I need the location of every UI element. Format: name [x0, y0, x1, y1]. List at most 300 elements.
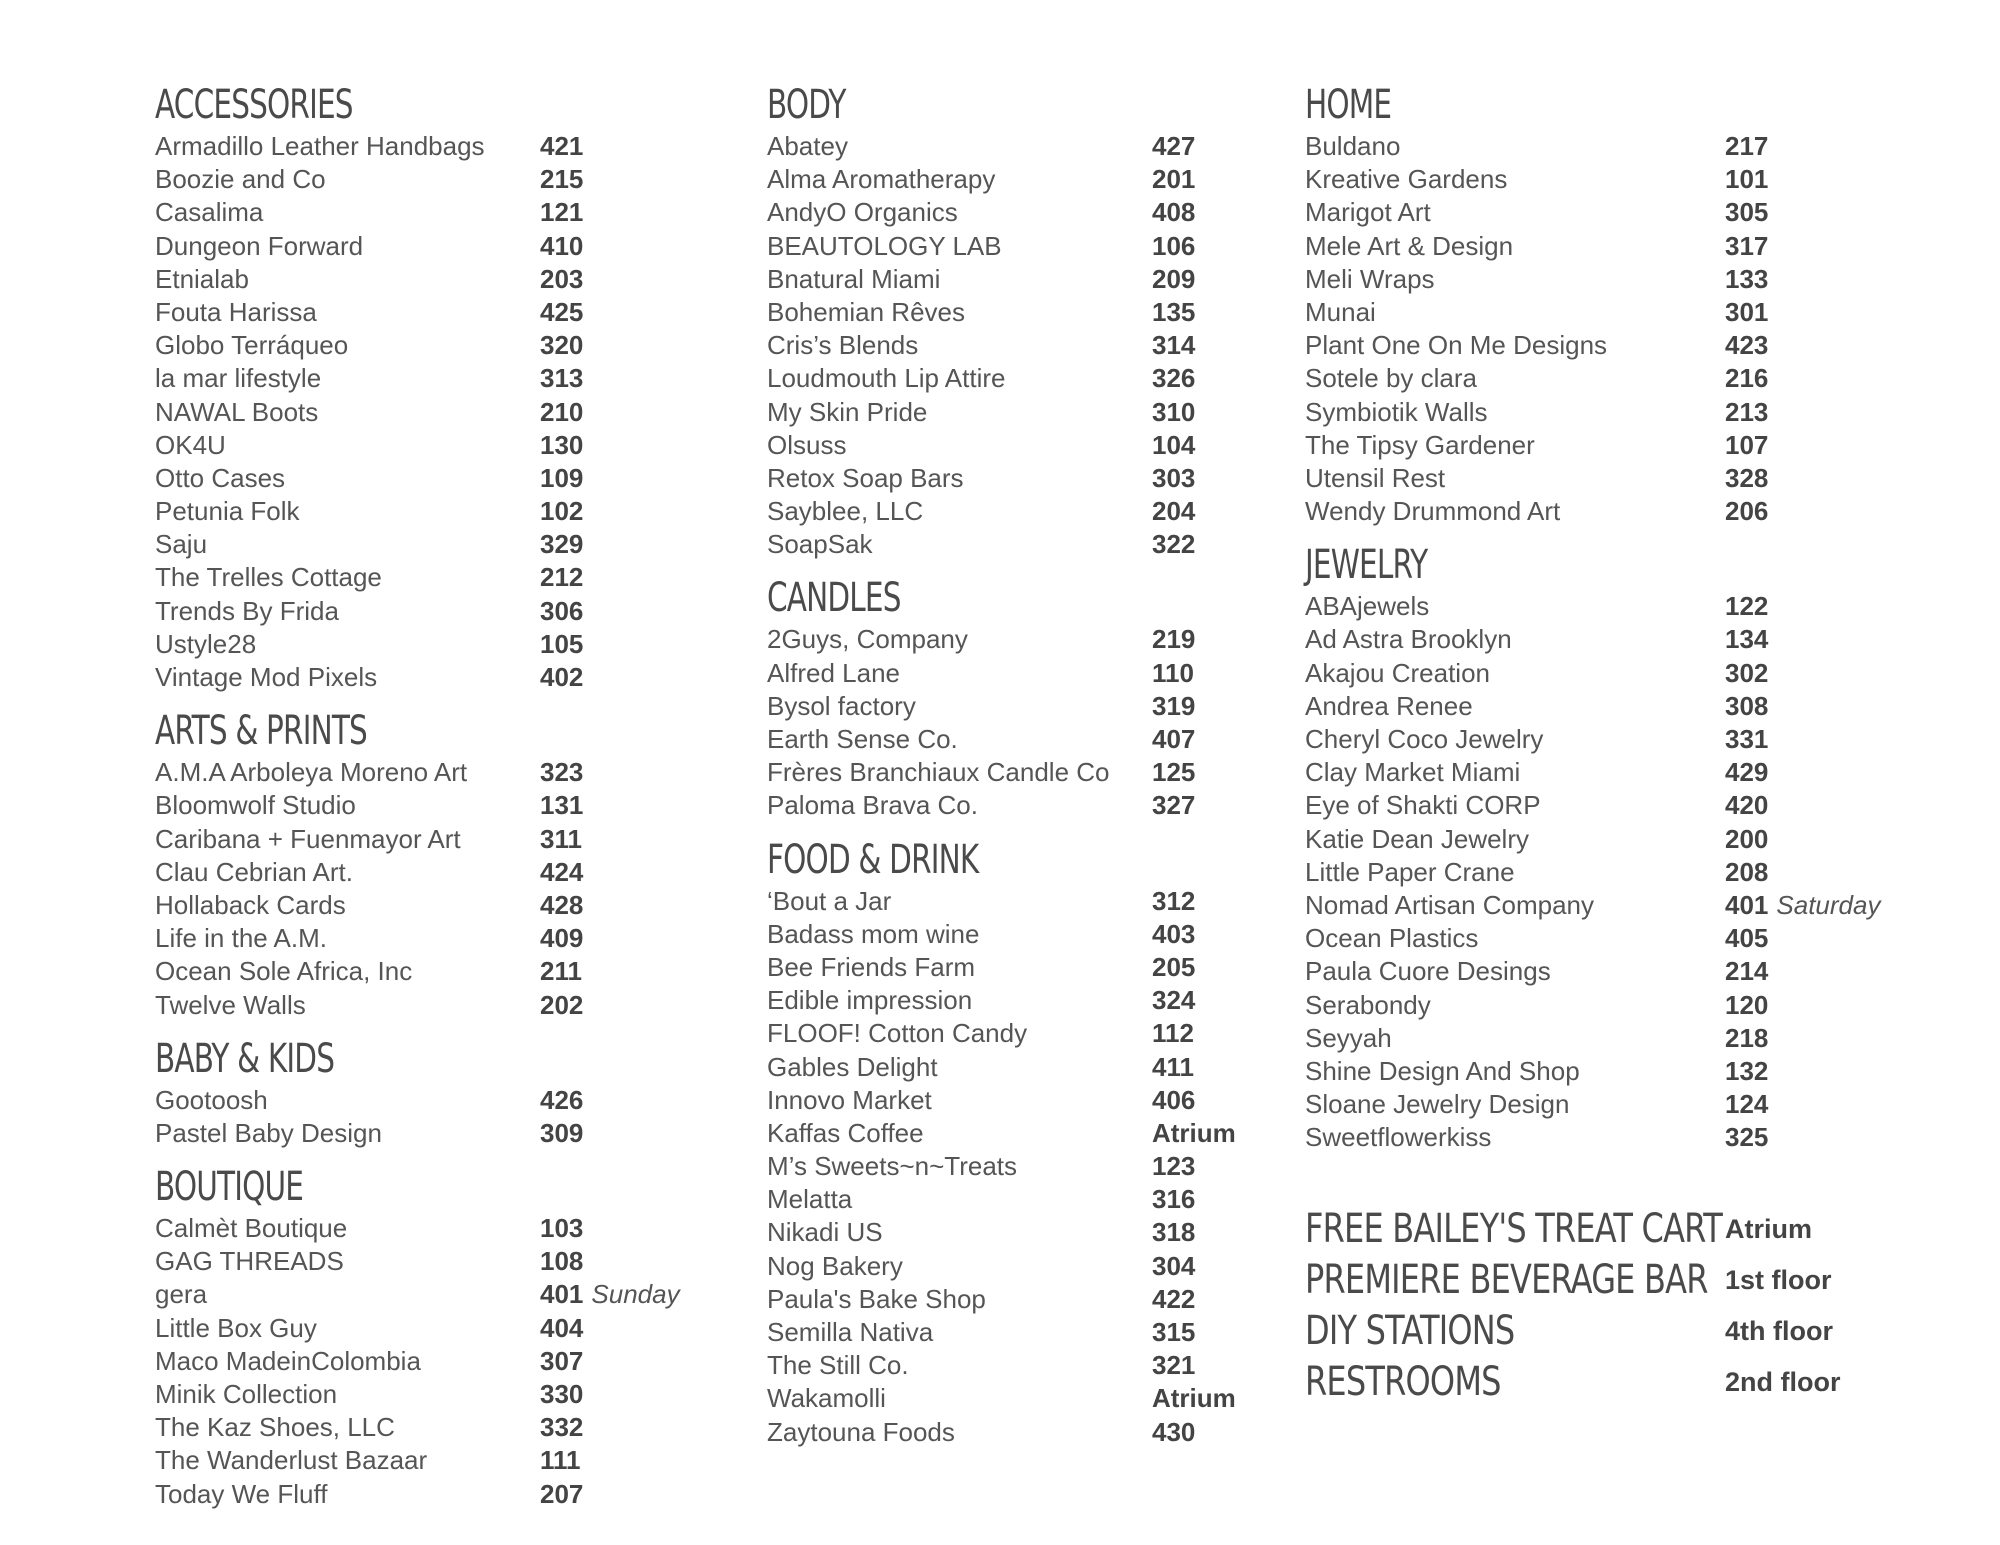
- vendor-name: ‘Bout a Jar: [767, 885, 892, 916]
- vendor-name: Seyyah: [1305, 1022, 1392, 1053]
- booth-number: [1152, 528, 1195, 561]
- booth-value: 430: [1152, 1416, 1196, 1447]
- vendor-row: [155, 1245, 715, 1278]
- vendor-name: Abatey: [767, 131, 848, 161]
- booth-value: 112: [1152, 1018, 1194, 1049]
- booth-value: 401: [540, 1279, 584, 1310]
- booth-number: [1152, 362, 1195, 395]
- booth-value: 409: [540, 923, 584, 954]
- booth-number: [1725, 296, 1768, 329]
- booth-number: [1725, 623, 1768, 656]
- vendor-row: [1305, 1022, 1945, 1055]
- vendor-name: Ocean Sole Africa, Inc: [155, 956, 413, 987]
- section-title: BODY: [767, 82, 846, 128]
- amenity-row: [1305, 1255, 1945, 1306]
- booth-number: [540, 1411, 583, 1444]
- vendor-row: [155, 163, 715, 196]
- booth-value: 321: [1152, 1350, 1196, 1381]
- vendor-name: Paula Cuore Desings: [1305, 956, 1551, 987]
- booth-value: 314: [1152, 330, 1196, 361]
- booth-number: [1725, 163, 1768, 196]
- vendor-name: Sweetflowerkiss: [1305, 1122, 1492, 1153]
- vendor-row: [767, 623, 1287, 656]
- vendor-row: [767, 1084, 1287, 1117]
- booth-number: [1725, 922, 1768, 955]
- booth-number: [1152, 623, 1195, 656]
- booth-value: 307: [540, 1345, 584, 1376]
- booth-value: 325: [1725, 1122, 1769, 1153]
- vendor-row: [1305, 955, 1945, 988]
- vendor-row: [767, 1183, 1287, 1216]
- booth-value: 403: [1152, 918, 1196, 949]
- section-arts-prints: [155, 708, 715, 1022]
- booth-value: 401: [1725, 889, 1769, 920]
- vendor-row: [767, 263, 1287, 296]
- booth-number: [1725, 362, 1768, 395]
- vendor-row: [155, 1212, 715, 1245]
- amenity-location: Atrium: [1725, 1214, 1812, 1245]
- booth-value: 219: [1152, 624, 1196, 655]
- booth-number: [1725, 789, 1768, 822]
- booth-value: 107: [1725, 429, 1769, 460]
- booth-number: [540, 296, 583, 329]
- vendor-row: [1305, 590, 1945, 623]
- vendor-name: Alfred Lane: [767, 657, 900, 688]
- booth-number: [540, 1278, 680, 1311]
- booth-number: [540, 495, 583, 528]
- vendor-row: [767, 690, 1287, 723]
- section-host: [1305, 82, 1945, 1154]
- vendor-name: The Wanderlust Bazaar: [155, 1445, 428, 1476]
- booth-number: [540, 130, 583, 163]
- vendor-name: Little Box Guy: [155, 1312, 317, 1343]
- vendor-name: Katie Dean Jewelry: [1305, 823, 1529, 854]
- section-title: ARTS & PRINTS: [155, 708, 367, 755]
- booth-number: [1152, 984, 1195, 1017]
- booth-number: [1152, 329, 1195, 362]
- booth-number: [1152, 1084, 1195, 1117]
- booth-number: [1152, 885, 1195, 918]
- vendor-row: [767, 918, 1287, 951]
- vendor-row: [767, 1216, 1287, 1249]
- booth-number: [540, 789, 583, 822]
- vendor-row: [155, 1117, 715, 1150]
- booth-value: 408: [1152, 197, 1196, 228]
- vendor-row: [1305, 856, 1945, 889]
- vendor-row: [767, 296, 1287, 329]
- booth-value: 208: [1725, 856, 1769, 887]
- booth-value: 217: [1725, 131, 1769, 161]
- vendor-name: Vintage Mod Pixels: [155, 662, 378, 692]
- booth-number: [1152, 1349, 1195, 1382]
- vendor-name: Nikadi US: [767, 1217, 883, 1248]
- vendor-name: Hollaback Cards: [155, 889, 346, 920]
- vendor-name: Etnialab: [155, 263, 249, 294]
- amenity-row: [1305, 1204, 1945, 1255]
- vendor-row: [155, 296, 715, 329]
- vendor-row: [1305, 756, 1945, 789]
- booth-number: [1725, 723, 1768, 756]
- booth-number: [1152, 1017, 1194, 1050]
- vendor-row: [767, 429, 1287, 462]
- day-note: Sunday: [591, 1279, 680, 1310]
- booth-number: [1152, 163, 1195, 196]
- booth-number: [1152, 130, 1195, 163]
- vendor-name: Bohemian Rêves: [767, 296, 965, 327]
- booth-number: [1725, 590, 1768, 623]
- booth-number: [540, 230, 583, 263]
- vendor-name: la mar lifestyle: [155, 363, 322, 394]
- booth-value: 133: [1725, 263, 1769, 294]
- vendor-name: Wendy Drummond Art: [1305, 496, 1561, 527]
- vendor-name: Utensil Rest: [1305, 462, 1446, 493]
- booth-number: [540, 955, 582, 988]
- vendor-name: Maco MadeinColombia: [155, 1345, 421, 1376]
- booth-value: 309: [540, 1117, 584, 1148]
- booth-value: 407: [1152, 724, 1196, 754]
- vendor-row: [1305, 823, 1945, 856]
- amenity-label: RESTROOMS: [1305, 1359, 1501, 1406]
- booth-number: [1152, 789, 1195, 822]
- vendor-row: [767, 528, 1287, 561]
- booth-value: 214: [1725, 956, 1769, 987]
- vendor-row: [1305, 429, 1945, 462]
- booth-value: 328: [1725, 462, 1769, 493]
- vendor-row: [1305, 1055, 1945, 1088]
- booth-number: [1152, 657, 1194, 690]
- amenity-row: [1305, 1306, 1945, 1357]
- vendor-row: [155, 856, 715, 889]
- booth-value: 132: [1725, 1055, 1769, 1086]
- booth-number: [1152, 1117, 1236, 1150]
- vendor-row: [1305, 723, 1945, 756]
- booth-value: 134: [1725, 624, 1769, 655]
- vendor-name: Casalima: [155, 197, 264, 228]
- booth-value: 404: [540, 1312, 584, 1343]
- vendor-row: [155, 495, 715, 528]
- vendor-name: ABAjewels: [1305, 591, 1430, 622]
- booth-number: [1725, 955, 1768, 988]
- booth-number: [1725, 329, 1768, 362]
- vendor-name: Loudmouth Lip Attire: [767, 363, 1006, 394]
- booth-value: 210: [540, 396, 584, 427]
- vendor-row: [1305, 922, 1945, 955]
- vendor-name: Serabondy: [1305, 989, 1431, 1020]
- booth-value: 329: [540, 529, 584, 560]
- booth-number: [1725, 989, 1768, 1022]
- booth-value: 405: [1725, 923, 1769, 954]
- booth-number: [540, 528, 583, 561]
- vendor-row: [155, 922, 715, 955]
- vendor-row: [1305, 495, 1945, 528]
- column-right: [1305, 82, 1945, 1408]
- booth-value: 204: [1152, 496, 1196, 527]
- amenity-location: 2nd floor: [1725, 1367, 1841, 1398]
- vendor-row: [1305, 163, 1945, 196]
- section-title: BOUTIQUE: [155, 1164, 304, 1211]
- vendor-row: [767, 1416, 1287, 1449]
- booth-number: [1725, 856, 1768, 889]
- booth-value: 327: [1152, 790, 1196, 821]
- booth-number: [540, 1245, 583, 1278]
- amenity-label: DIY STATIONS: [1305, 1308, 1515, 1355]
- booth-value: Atrium: [1152, 1383, 1236, 1414]
- vendor-row: [1305, 130, 1945, 163]
- booth-number: [1725, 690, 1768, 723]
- booth-number: [540, 595, 583, 628]
- vendor-row: [155, 329, 715, 362]
- vendor-row: [155, 1312, 715, 1345]
- vendor-name: Kreative Gardens: [1305, 164, 1508, 195]
- booth-number: [1152, 263, 1195, 296]
- section-title: BABY & KIDS: [155, 1035, 335, 1082]
- booth-value: 105: [540, 628, 584, 659]
- booth-number: [1725, 196, 1768, 229]
- vendor-name: Frères Branchiaux Candle Co: [767, 757, 1110, 788]
- vendor-name: Sotele by clara: [1305, 363, 1477, 394]
- section-accessories: [155, 82, 715, 694]
- vendor-row: [1305, 789, 1945, 822]
- booth-value: 324: [1152, 985, 1196, 1016]
- vendor-row: [767, 1250, 1287, 1283]
- section-title: JEWELRY: [1305, 542, 1428, 589]
- booth-number: [540, 329, 583, 362]
- vendor-row: [155, 628, 715, 661]
- vendor-name: Boozie and Co: [155, 164, 326, 195]
- vendor-name: Paloma Brava Co.: [767, 790, 978, 821]
- vendor-row: [155, 1444, 715, 1477]
- vendor-row: [1305, 196, 1945, 229]
- booth-value: 319: [1152, 690, 1196, 721]
- vendor-name: Bysol factory: [767, 690, 916, 721]
- vendor-name: GAG THREADS: [155, 1246, 344, 1277]
- vendor-name: Bloomwolf Studio: [155, 790, 356, 821]
- vendor-name: The Still Co.: [767, 1350, 909, 1381]
- vendor-name: Dungeon Forward: [155, 230, 364, 261]
- section-boutique: [155, 1164, 715, 1511]
- booth-value: 102: [540, 496, 584, 527]
- vendor-name: Petunia Folk: [155, 496, 300, 527]
- vendor-name: Alma Aromatherapy: [767, 164, 996, 195]
- vendor-name: Cris’s Blends: [767, 330, 919, 361]
- vendor-row: [155, 362, 715, 395]
- vendor-row: [767, 756, 1287, 789]
- booth-number: [1152, 495, 1195, 528]
- booth-number: [1152, 396, 1195, 429]
- booth-value: 203: [540, 263, 584, 294]
- booth-value: 124: [1725, 1089, 1769, 1120]
- amenity-location: 1st floor: [1725, 1265, 1832, 1296]
- vendor-row: [155, 889, 715, 922]
- booth-number: [1725, 263, 1768, 296]
- vendor-name: NAWAL Boots: [155, 396, 319, 427]
- vendor-row: [767, 1316, 1287, 1349]
- vendor-row: [155, 1478, 715, 1511]
- vendor-name: Pastel Baby Design: [155, 1117, 382, 1148]
- booth-value: 218: [1725, 1022, 1769, 1053]
- booth-number: [540, 989, 583, 1022]
- booth-value: 308: [1725, 690, 1769, 721]
- vendor-row: [767, 130, 1287, 163]
- vendor-name: 2Guys, Company: [767, 624, 968, 655]
- booth-number: [1725, 1022, 1768, 1055]
- vendor-name: OK4U: [155, 429, 226, 460]
- booth-value: 310: [1152, 396, 1196, 427]
- booth-number: [1152, 1283, 1195, 1316]
- vendor-name: Retox Soap Bars: [767, 462, 964, 493]
- section-title: HOME: [1305, 82, 1392, 128]
- booth-value: 303: [1152, 462, 1196, 493]
- booth-value: 332: [540, 1412, 584, 1443]
- vendor-row: [767, 362, 1287, 395]
- vendor-row: [155, 396, 715, 429]
- booth-number: [1152, 951, 1195, 984]
- section-food-drink: [767, 837, 1287, 1449]
- vendor-row: [1305, 263, 1945, 296]
- booth-number: [540, 1084, 583, 1117]
- vendor-row: [767, 230, 1287, 263]
- vendor-name: Saju: [155, 529, 208, 560]
- vendor-row: [767, 657, 1287, 690]
- vendor-row: [767, 723, 1287, 756]
- booth-number: [1725, 657, 1768, 690]
- booth-number: [540, 163, 583, 196]
- amenity-label: PREMIERE BEVERAGE BAR: [1305, 1257, 1708, 1304]
- vendor-name: Plant One On Me Designs: [1305, 330, 1608, 361]
- vendor-row: [1305, 462, 1945, 495]
- booth-value: 202: [540, 989, 584, 1020]
- booth-number: [1725, 396, 1768, 429]
- section-jewelry: [1305, 542, 1945, 1154]
- vendor-row: [1305, 989, 1945, 1022]
- section-baby-kids: [155, 1036, 715, 1150]
- booth-number: [540, 561, 583, 594]
- booth-number: [1152, 1051, 1194, 1084]
- booth-number: [1152, 723, 1195, 756]
- booth-value: 424: [540, 856, 584, 887]
- booth-value: 205: [1152, 951, 1196, 982]
- vendor-name: Otto Cases: [155, 462, 286, 493]
- vendor-name: Zaytouna Foods: [767, 1416, 955, 1447]
- booth-number: [1152, 1250, 1195, 1283]
- vendor-name: Little Paper Crane: [1305, 856, 1515, 887]
- booth-number: [1725, 1121, 1768, 1154]
- booth-number: [1152, 429, 1195, 462]
- vendor-row: [155, 595, 715, 628]
- booth-value: 201: [1152, 164, 1196, 195]
- vendor-name: FLOOF! Cotton Candy: [767, 1018, 1028, 1049]
- booth-value: 322: [1152, 529, 1196, 560]
- vendor-name: Calmèt Boutique: [155, 1213, 348, 1244]
- booth-value: 135: [1152, 296, 1196, 327]
- booth-value: 320: [540, 330, 584, 361]
- booth-value: 406: [1152, 1084, 1196, 1115]
- vendor-row: [155, 1411, 715, 1444]
- booth-number: [540, 1345, 583, 1378]
- vendor-name: BEAUTOLOGY LAB: [767, 230, 1002, 261]
- vendor-row: [155, 429, 715, 462]
- booth-value: 425: [540, 296, 584, 327]
- vendor-name: Fouta Harissa: [155, 296, 317, 327]
- booth-value: 427: [1152, 131, 1196, 161]
- vendor-row: [1305, 889, 1945, 922]
- vendor-name: M’s Sweets~n~Treats: [767, 1151, 1017, 1182]
- booth-number: [1725, 130, 1768, 163]
- section-home: [1305, 82, 1945, 528]
- booth-number: [1152, 1382, 1236, 1415]
- vendor-row: [1305, 690, 1945, 723]
- vendor-name: Twelve Walls: [155, 989, 306, 1020]
- booth-number: [1152, 230, 1195, 263]
- booth-number: [540, 362, 583, 395]
- vendor-name: Symbiotik Walls: [1305, 396, 1488, 427]
- vendor-row: [155, 1345, 715, 1378]
- vendor-row: [767, 329, 1287, 362]
- vendor-name: Badass mom wine: [767, 918, 980, 949]
- booth-number: [540, 429, 583, 462]
- booth-number: [540, 1478, 583, 1511]
- vendor-row: [155, 955, 715, 988]
- booth-value: 120: [1725, 989, 1769, 1020]
- booth-value: 304: [1152, 1250, 1196, 1281]
- booth-number: [540, 263, 583, 296]
- vendor-row: [767, 1349, 1287, 1382]
- vendor-row: [767, 984, 1287, 1017]
- vendor-row: [767, 1117, 1287, 1150]
- vendor-name: Marigot Art: [1305, 197, 1431, 228]
- vendor-name: Earth Sense Co.: [767, 724, 958, 754]
- booth-number: [1152, 1216, 1195, 1249]
- vendor-row: [155, 789, 715, 822]
- vendor-name: Cheryl Coco Jewelry: [1305, 724, 1544, 754]
- booth-number: [540, 889, 583, 922]
- booth-value: 315: [1152, 1317, 1196, 1347]
- booth-number: [1152, 196, 1195, 229]
- vendor-name: Paula's Bake Shop: [767, 1283, 986, 1314]
- vendor-row: [1305, 1088, 1945, 1121]
- booth-number: [540, 628, 583, 661]
- vendor-name: Akajou Creation: [1305, 657, 1490, 688]
- booth-value: 200: [1725, 823, 1769, 854]
- booth-value: 316: [1152, 1184, 1196, 1215]
- booth-value: 215: [540, 164, 584, 195]
- vendor-row: [1305, 623, 1945, 656]
- booth-number: [540, 856, 583, 889]
- vendor-name: Edible impression: [767, 985, 973, 1016]
- amenity-row: [1305, 1357, 1945, 1408]
- vendor-name: The Tipsy Gardener: [1305, 429, 1535, 460]
- vendor-row: [155, 756, 715, 789]
- booth-value: 330: [540, 1379, 584, 1409]
- vendor-row: [767, 789, 1287, 822]
- vendor-name: The Kaz Shoes, LLC: [155, 1412, 395, 1443]
- booth-value: 411: [1152, 1051, 1194, 1082]
- booth-value: 428: [540, 889, 584, 920]
- booth-number: [1152, 756, 1195, 789]
- booth-value: 323: [540, 757, 584, 788]
- section-title: CANDLES: [767, 575, 901, 622]
- vendor-row: [1305, 657, 1945, 690]
- booth-value: 123: [1152, 1151, 1196, 1182]
- vendor-row: [155, 661, 715, 694]
- vendor-row: [767, 885, 1287, 918]
- booth-value: 301: [1725, 296, 1769, 327]
- vendor-row: [155, 462, 715, 495]
- vendor-name: Life in the A.M.: [155, 923, 327, 954]
- booth-number: [1152, 462, 1195, 495]
- booth-value: 106: [1152, 230, 1196, 261]
- vendor-name: Minik Collection: [155, 1379, 338, 1409]
